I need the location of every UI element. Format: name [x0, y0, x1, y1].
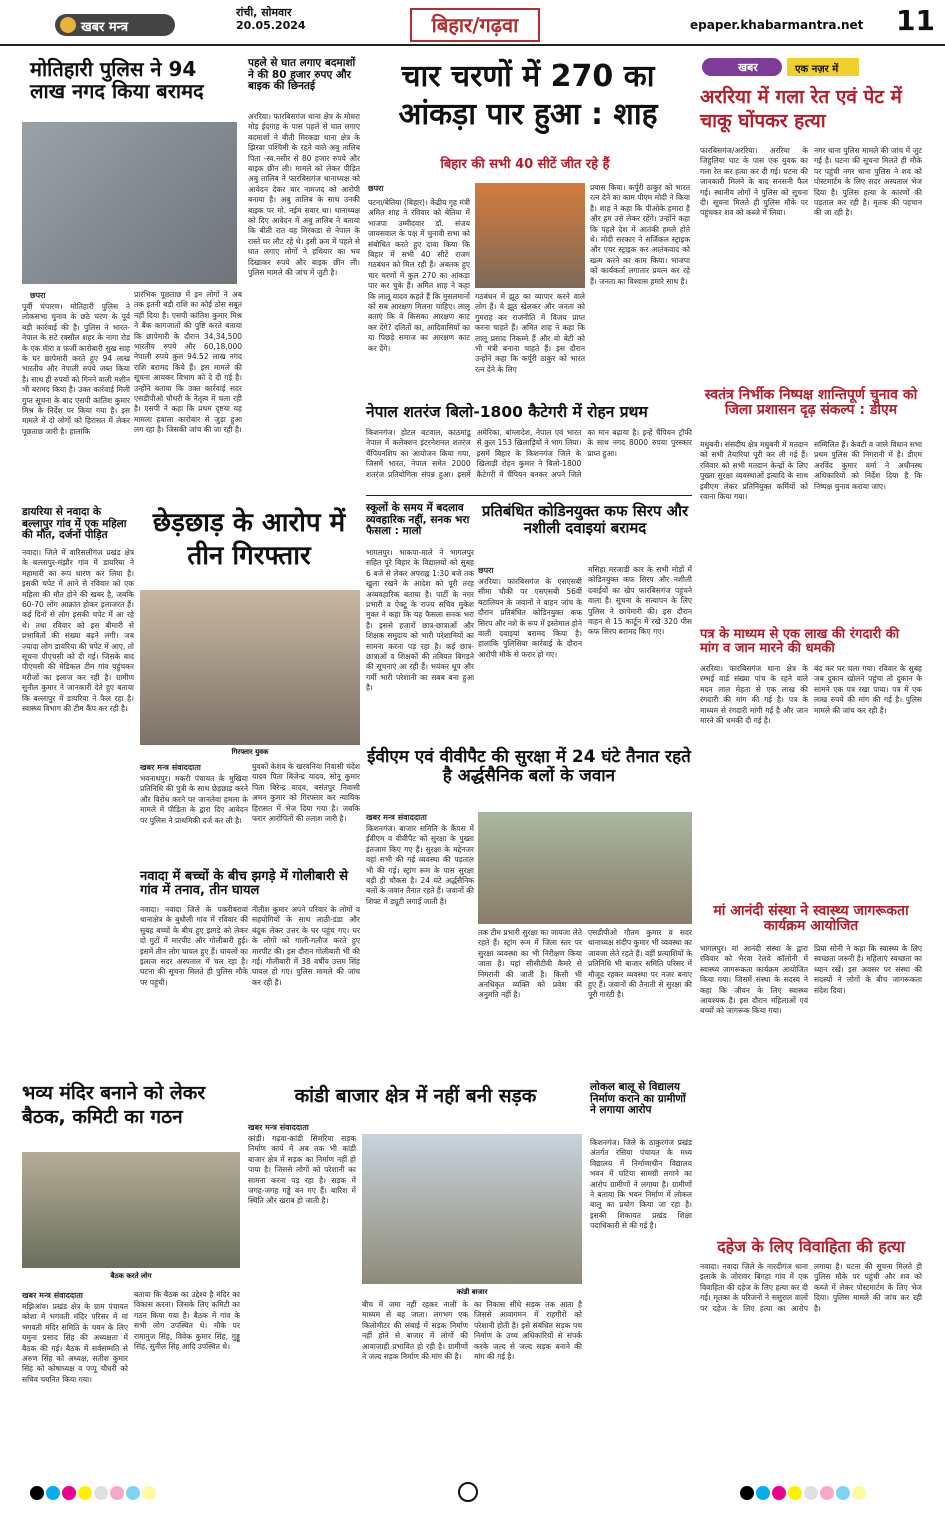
shah-photo [475, 183, 585, 288]
color-registration-left [30, 1485, 158, 1504]
election-col1: मधुबनी। संसदीय क्षेत्र मधुबनी में मतदान को सभी तैयारियां पूरी कर ली गई हैं। रविवार को सभी मतदान केन्द्रों के लिए पुख्ता सुरक्षा व्यवस्थाओं इत्यादि के साथ इवीएम लेकर प्रतिनियुक्त कर्मियों को रवाना किया गया। [700, 440, 808, 502]
road-col3: का निकास सीधे सड़क तक आता है जिससे आवागमन में राहगीरों को परेशानी होती है। इसे संबंधित सड़क पथ निर्माण के उच्च अधिकारियों से संपर्क करके जल्द से जल्द सड़क बनाने की मांग की गई है। [474, 1300, 582, 1362]
temple-col1: मझिआंव। प्रखंड क्षेत्र के ग्राम पंचायत कोशा में भगवती मंदिर परिसर में मां भगवती मंदिर समिति के चयन के लिए यमुना प्रसाद सिंह की अध्यक्षता में बैठक की गई। बैठक में सर्वसम्मति से अरुण सिंह को अध्यक्ष, सतीश कुमार सिंह को कोषाध्यक्ष व पप्पू चौधरी को सचिव चयनित किया गया। [22, 1302, 128, 1384]
divider [366, 495, 692, 496]
motihari-photo [22, 122, 237, 284]
chess-headline: नेपाल शतरंज बिलो-1800 कैटेगरी में रोहन प्रथम [366, 403, 648, 421]
nawada-fight-col1: नवादा। नवादा जिले के पकरीबरावां थानाक्षेत्र के बुधौली गांव में रविवार की सुबह बच्चों के बीच हुए झगड़े को लेकर दो गुटों में मारपीट और गोलीबारी हुई। इसमें तीन लोग घायल हुए हैं। घायलों का इलाज सदर अस्पताल में चल रहा है। घटना की सूचना मिलते ही पुलिस मौके पर पहुंची। [140, 905, 248, 987]
section-label: बिहार/गढ़वा [410, 8, 540, 42]
harassment-col1: भवनाथपुर। मकरी पंचायत के मुखिया प्रतिनिधि की पुत्री के साथ छेड़छाड़ करने और विरोध करने पर जानलेवा हमला के मामले में पीड़िता के द्वारा दिए आवेदन पर पुलिस ने प्राथमिकी दर्ज कर ली है। [140, 774, 248, 825]
brand-logo-icon [60, 17, 76, 33]
shah-headline: चार चरणों में 270 का आंकड़ा पार हुआ : शाह [398, 59, 658, 132]
city-day: रांची, सोमवार [236, 6, 292, 19]
temple-byline: खबर मन्त्र संवाददाता [22, 1291, 83, 1300]
cough-col1: अररिया। फारबिसगंज के एसएसबी सीमा चौकी पर एसएसबी 56वीं बटालियन के जवानों ने वाहन जांच के दौरान प्रतिबंधित कोडिनयुक्त कफ सिरप और नशे के रूप में इस्तेमाल होने वाली दवाइयां बरामद किया है। हालांकि पुलिसिया कार्रवाई के दौरान आरोपी मौके से फरार हो गए। [478, 577, 582, 659]
evm-col2: तक टीम प्रभारी सुरक्षा का जायजा लेते रहते हैं। स्ट्रांग रूम में जिला स्तर पर सुरक्षा व्यवस्था का भी निरीक्षण किया जाता है। यहां सीसीटीवी कैमरे से निगरानी की जाती है। किसी भी अनधिकृत व्यक्ति को प्रवेश की अनुमति नहीं है। [478, 928, 582, 1000]
nawada-death-body: नवादा। जिले में वारिसलीगंज प्रखंड क्षेत्र के बल्लापुर-मंझौर गांव में डायरिया ने महामारी का रूप धारण कर लिया है। इसकी चपेट में आने से रविवार को एक महिला की मौत होने की खबर है, जबकि 60-70 लोग आक्रांत होकर इलाजरत हैं। कई दिनों से लोग इसकी चपेट में आ रहे थे। तथा रविवार को इस बीमारी से प्रभावितों की संख्या बढ़ने लगी। जब ज्यादा लोग डायरिया की चपेट में आए, तो सूचना पीएचसी को दी गई। जिसके बाद पीएचसी की मेडिकल टीम गांव पहुंचकर मरीजों का इलाज कर रही है। ग्रामीण सुनील कुमार ने जानकारी देते हुए बताया कि बल्लापुर में डायरिया ने फैल रहा है। स्वास्थ्य विभाग की टीम कैंप कर रही है। [22, 548, 134, 714]
shah-col3: प्रयास किया। कर्पूरी ठाकुर को भारत रत्न देने का काम पीएम मोदी ने किया है। शाह ने कहा कि पीओके हमारा है और हम उसे लेकर रहेंगे। उन्होंने कहा कि पहले देश में आतंकी हमले होते थे। मोदी सरकार ने सर्जिकल स्ट्राइक और एयर स्ट्राइक कर आतंकवाद को खत्म करने का काम किया। भाजपा को कार्यकर्ता लगातार प्रयत्न कर रहे हैं। जनता का विश्वास हमारे साथ है। [590, 183, 690, 286]
motihari-col2: प्रारंभिक पूछताछ में इन लोगों ने अब तक इतनी बड़ी राशि का कोई ठोस सबूत नहीं दिया है। एसपी कांतिश कुमार मिश्र ने बैंक कागजातों की पुष्टि करते बताया कि छापेमारी के दौरान 34,34,500 भारतीय रुपये और 60,18,000 नेपाली रुपये कुल 94.52 लाख नगद राशि बरामद किये हैं। इस मामले की सूचना आयकर विभाग को दे दी गई है। उन्होंने बताया कि उक्त कार्रवाई सदर एसडीपीओ चौधरी के नेतृत्व में चला रही है। एसपी ने कहा कि प्रथम दृष्टया यह मामला हवाला कारोबार से जुड़ा हुआ लग रहा है। जिसकी जांच की जा रही है। [134, 290, 242, 435]
bike-body: अररिया। फारबिसगंज थाना क्षेत्र के मोधरा मोड़ ईदगाह के पास पहले से घात लगाए बदमाशों ने बीती मिरकडा थाना क्षेत्र के झिरवा पश्चिमी के रहने वाले अबु तालिब पिता -स्व.नसीर से 80 हजार रुपये और बाइक छीन ली। मामले को लेकर पीड़ित अबु तालिब ने फारबिसगंज थानाध्यक्ष को आवेदन देकर चार नामजद को आरोपी बनाया है। अबु तालिब के साथ उनकी बाइक पर मो. नईम सवार था। थानाध्यक्ष को दिए आवेदन में अबु तालिब ने बताया कि बीती रात वह मिरकडा से नेपाल के रास्ते घर लौट रहे थे। इसी क्रम में पहले से घात लगाए लोगों ने हथियार का भय दिखाकर रुपये और बाइक छीन ली। पुलिस मामले की जांच में जुटी है। [248, 112, 360, 278]
masthead [0, 0, 945, 46]
temple-caption: बैठक करते लोग [110, 1272, 152, 1280]
evm-photo [478, 812, 692, 924]
harassment-byline: खबर मन्त्र संवाददाता [140, 763, 201, 772]
election-col2: सम्मिलित हैं। केवटी व जाले विधान सभा प्रथम पुलिस की निगरानी में है। डीएम अरविंद कुमार वर्मा ने अधीनस्थ अधिकारियों को निर्देश दिया है कि निष्पक्ष चुनाव कराया जाए। [814, 440, 922, 491]
nawada-fight-headline: नवादा में बच्चों के बीच झगड़े में गोलीबारी से गांव में तनाव, तीन घायल [140, 869, 349, 899]
road-byline: खबर मन्त्र संवाददाता [248, 1123, 309, 1132]
school-road-headline: लोकल बालू से विद्यालय निर्माण कराने का ग्रामीणों ने लगाया आरोप [590, 1081, 686, 1117]
harassment-col2: युवकों केशव के खरवनिया निवासी चंदेश यादव पिता बिजेन्द्र यादव, सोनू कुमार पिता बिरेन्द्र यादव, बसंतपुर निवासी अमन कुमार को गिरफ्तार कर न्यायिक हिरासत में भेज दिया गया है। जबकि फरार आरोपितों की तलाश जारी है। [252, 762, 360, 824]
road-caption: कांडी बाजार [456, 1288, 488, 1296]
nawada-fight-col2: नीतीश कुमार अपने परिवार के लोगों व सहयोगियों के साथ लाठी-डंडा और बंदूक लेकर उत्तर के घर पहुंच गए। घर के लोगों को गाली-गलौज करते हुए मारपीट की। इस दौरान गोलीबारी भी की गई। गोलीबारी में 38 वर्षीय उत्तम सिंह घायल हो गए। पुलिस मामले की जांच कर रही है। [252, 905, 360, 987]
temple-photo [22, 1152, 240, 1268]
evm-byline: खबर मन्त्र संवाददाता [366, 813, 427, 822]
temple-headline: भव्य मंदिर बनाने को लेकर बैठक, कमिटी का गठन [22, 1082, 206, 1128]
araria-headline: अररिया में गला रेत एवं पेट में चाकू घोंपकर हत्या [700, 86, 902, 132]
strip-label: एक नज़र में [787, 58, 859, 76]
shah-tag: छपरा [368, 184, 384, 193]
shah-col2: गठबंधन में झूठ का व्यापार करने वाले लोग हैं। ये झूठ खेलकर और जनता को गुमराह कर राजनीति में विजय प्राप्त करना चाहते हैं। अमित शाह ने कहा कि लालू प्रसाद निकम्मे हैं और वो बेटी को भी मंत्री बनाना चाहते हैं। इस दौरान उन्होंने कहा कि कर्पूरी ठाकुर को भारत रत्न देने के लिए [475, 292, 585, 374]
extortion-headline: पत्र के माध्यम से एक लाख की रंगदारी की मांग व जान मारने की धमकी [700, 627, 900, 657]
brand-pill: खबर मन्त्र [55, 14, 175, 36]
school-headline: स्कूलों के समय में बदलाव व्यवहारिक नहीं, सनक भरा फैसला : मालो [366, 502, 470, 538]
page-number: 11 [896, 4, 935, 37]
shah-col1: पटना/बेतिया (बिहार)। केंद्रीय गृह मंत्री अमित शाह ने रविवार को बेतिया में भाजपा उम्मीदवार डॉ. संजय जायसवाल के पक्ष में चुनावी सभा को संबोधित करते हुए दावा किया कि बिहार में सभी 40 सीटें राजग गठबंधन को मिल रही हैं। अबतक हुए चार चरणों में कुल 270 का आंकड़ा पार कर चुके हैं। अमित शाह ने कहा कि लालू यादव कहते हैं कि मुसलमानों को सब आरक्षण मिलना चाहिए। लालू बताएं कि वे किसका आरक्षण काट कर देंगे? दलितों का, आदिवासियों का या पिछड़े समाज का आरक्षण काट कर देंगे। [368, 198, 470, 353]
health-col1: भागलपुर। मां आनंदी संस्था के द्वारा रविवार को भैरवा रेलवे कॉलोनी में स्वास्थ्य जागरूकता कार्यक्रम आयोजित किया गया। जिसमें संस्था के सदस्य ने कहा कि जीवन के लिए स्वास्थ्य आवश्यक है। इस दौरान महिलाओं एवं बच्चों को जागरूक किया गया। [700, 944, 808, 1016]
motihari-col1: पूर्वी चंपारण। मोतिहारी पुलिस ने लोकसभा चुनाव के छठे चरण के पूर्व बड़ी कार्रवाई की है। पुलिस ने भारत-नेपाल के सटे रक्सौल शहर के नागा रोड के एक मॅारा व फ़र्जी कारोबारी सुख साह के घर छापेमारी करते हुए 94 लाख भारतीय और नेपाली रुपये जब्त किया है। साथ ही रुपयों को गिनने वाली मशीन भी बरामद किया है। उक्त कार्रवाई मिली गुप्त सूचना के बाद एसपी कांतिश कुमार मिश्र के निर्देश पर किया गया है। इस मामले में दो लोगों को हिरासत में लेकर पूछताछ जारी है। हालांकि [22, 302, 130, 436]
registration-mark-icon [458, 1482, 478, 1502]
dateline [236, 6, 306, 32]
date: 20.05.2024 [236, 19, 306, 32]
extortion-col1: अररिया। फारबिसगंज थाना क्षेत्र के रम्भई वार्ड संख्या पांच के रहने वाले मदन लाल मेहता से एक लाख की रंगदारी की मांग की गई है। पत्र के माध्यम से रंगदारी मांगी गई है और जान मारने की धमकी दी गई है। [700, 664, 808, 726]
school-road-body: किशनगंज। जिले के ठाकुरगंज प्रखंड अंतर्गत रसिया पंचायत के मध्य विद्यालय में निर्माणाधीन विद्यालय भवन में घटिया सामग्री लगाने का आरोप ग्रामीणों ने लगाया है। ग्रामीणों ने बताया कि भवन निर्माण में लोकल बालू का प्रयोग किया जा रहा है। इसकी शिकायत प्रखंड शिक्षा पदाधिकारी से की गई है। [590, 1138, 692, 1231]
harassment-caption: गिरफ्तार युवक [231, 748, 269, 756]
site-link[interactable]: epaper.khabarmantra.net [690, 18, 864, 32]
cough-headline: प्रतिबंधित कोडिनयुक्त कफ सिरप और नशीली दवाइयां बरामद [481, 502, 689, 537]
bike-headline: पहले से घात लगाए बदमाशों ने की 80 हजार रुपए और बाइक की छिनतई [248, 57, 356, 93]
dowry-body: नवादा। नवादा जिले के नारदीगंज थाना इलाके के जोरावर बिगहा गांव में एक विवाहिता की दहेज के लिए हत्या कर दी गई। मृतका के परिजनों ने ससुराल वालों पर दहेज के लिए हत्या का आरोप लगाया है। घटना की सूचना मिलते ही पुलिस मौके पर पहुंची और शव को कब्जे में लेकर पोस्टमार्टम के लिए भेज दिया। पुलिस मामले की जांच कर रही है। [700, 1262, 922, 1313]
road-headline: कांडी बाजार क्षेत्र में नहीं बनी सड़क [294, 1085, 537, 1107]
cough-col2: मसिहा मरजाडी कार के सभी मोड़ों में कोडिनयुक्त कफ सिरप और नशीली दवाईयों का खेप फारबिसगंज पहुंचने वाला है। सूचना के सत्यापन के लिए पुलिस ने छापेमारी की। इस दौरान वाहन से 15 कार्टून में रखे 320 पीस कफ सिरप बरामद किए गए। [588, 565, 692, 637]
extortion-col2: बंद कर घर चला गया। रविवार के सुबह जब दुकान खोलने पहुंचा तो दुकान के सामने एक पत्र रखा पाया। पत्र में एक लाख रुपये की मांग की गई है। पुलिस मामले की जांच कर रही है। [814, 664, 922, 715]
road-photo [362, 1134, 582, 1284]
harassment-headline: छेड़छाड़ के आरोप में तीन गिरफ्तार [152, 508, 346, 571]
health-col2: प्रिया सोनी ने कहा कि स्वास्थ्य के लिए स्वच्छता जरूरी है। महिलाएं स्वच्छता का ध्यान रखें। इस अवसर पर संस्था की सदस्यों ने लोगों के बीच जागरूकता संदेश दिया। [814, 944, 922, 995]
nawada-death-headline: डायरिया से नवादा के बल्लापुर गांव में एक महिला की मौत, दर्जनों पीड़ित [22, 506, 127, 542]
araria-col1: फारबिसगंज/अररिया। अररिया के जिहुलिया घाट के पास एक युवक का गला रेत कर हत्या कर दी गई। घटना की जानकारी मिलने के बाद सनसनी फैल गई। स्थानीय लोगों ने पुलिस को सूचना दी। सूचना मिलते ही पुलिस मौके पर पहुंचकर शव को कब्जे में लिया। [700, 146, 808, 218]
evm-col1: किशनगंज। बाजार समिति के कैंपस में ईवीएम व वीवीपैट को सुरक्षा के पुख्ता इंतजाम किए गए हैं। सुरक्षा के मद्देनजर वहां सभी की गई व्यवस्था की पड़ताल भी की गई। स्ट्रांग रूम के पास सुरक्षा बड़ी ही चौकस है। 24 घंटे अर्द्धसैनिक बलों के जवान तैनात रहते हैं। जवानों की शिफ्ट में ड्यूटी लगाई जाती है। [366, 824, 474, 906]
harassment-photo [140, 590, 360, 745]
evm-headline: ईवीएम एवं वीवीपैट की सुरक्षा में 24 घंटे तैनात रहते है अर्द्धसैनिक बलों के जवान [367, 747, 691, 786]
dowry-headline: दहेज के लिए विवाहिता की हत्या [717, 1237, 905, 1256]
araria-col2: नगर थाना पुलिस मामले की जांच में जुट गई है। घटना की सूचना मिलते ही मौके पर पहुंची नगर थाना पुलिस ने शव को पोस्टमार्टम के लिए सदर अस्पताल भेज दिया है। पुलिस हत्या के कारणों की पड़ताल कर रही है। मृतक की पहचान की जा रही है। [814, 146, 922, 218]
motihari-tag: छपरा [30, 291, 46, 300]
shah-subhead: बिहार की सभी 40 सीटें जीत रहे हैं [440, 157, 610, 172]
health-headline: मां आनंदी संस्था ने स्वास्थ्य जागरूकता कार्यक्रम आयोजित [713, 903, 909, 935]
color-registration-right [740, 1485, 868, 1504]
cough-tag: छपरा [478, 566, 494, 575]
election-headline: स्वतंत्र निर्भीक निष्पक्ष शान्तिपूर्ण चुनाव को जिला प्रशासन दृढ़ संकल्प : डीएम [704, 387, 918, 419]
school-body: भागलपुर। भाकपा-माले ने भागलपुर सहित पूरे बिहार के विद्यालयों को सुबह 6 बजे से लेकर अपराह्न 1:30 बजे तक खुला रखने के आदेश को पूरी तरह अव्यवहारिक बताया है। पार्टी के नगर प्रभारी व ऐक्टू के राज्य सचिव मुकेश मुक्त ने कहा कि यह फैसला सनक भरा है। इससे हजारों छात्र-छात्राओं और शिक्षक समुदाय को भारी परेशानियों का सामना करना पड़ रहा है। कई छात्र-छात्राओं व शिक्षकों की तबियत बिगड़ने की सूचनाएं आ रही हैं। भयंकर धूप और गर्मी भारी परेशानी का सबब बना हुआ है। [366, 548, 474, 693]
strip-brand: खबर [702, 58, 782, 76]
road-col1: कांडी। गढ़वा-कांडी सिमरिया सड़क निर्माण कार्य में अब तक भी कांडी बाजार क्षेत्र में सड़क का निर्माण नहीं हो पाया है। जिससे लोगों को परेशानी का सामना करना पड़ रहा है। सड़क में जगह-जगह गड्ढे बन गए हैं। बारिश में स्थिति और खराब हो जाती है। [248, 1134, 356, 1206]
temple-col2: बताया कि बैठक का उद्देश्य है मंदिर का विकास करना। जिसके लिए कमिटी का गठन किया गया है। बैठक में गांव के सभी लोग उपस्थित थे। मौके पर रामानुज सिंह, विवेक कुमार सिंह, गुड्डू सिंह, सुनील सिंह आदि उपस्थित थे। [134, 1290, 240, 1352]
evm-col3: एसडीपीओ गौतम कुमार व सदर थानाध्यक्ष संदीप कुमार भी व्यवस्था का जायजा लेते रहते हैं। वहीं प्रत्याशियों के प्रतिनिधि भी बाजार समिति परिसर में मौजूद रहकर व्यवस्था पर नजर बनाए हुए हैं। जवानों की तैनाती से सुरक्षा की पूरी गारंटी है। [588, 928, 692, 1000]
road-col2: बीच में जमा नहीं रहकर नाली के माध्यम से बह जाता। लगभग एक किलोमीटर की लंबाई में सड़क निर्माण नहीं होने से बाजार में लोगों की आवाजाही प्रभावित हो रही है। ग्रामीणों ने जल्द सड़क निर्माण की मांग की है। [362, 1300, 468, 1362]
chess-body: किशनगंज। होटल बटवाल, काठमांडू नेपाल में कलेक्शन इंटरनेशनल शतरंज चैंपियनशिप का आयोजन किया गया, जिसमें भारत, नेपाल समेत 2000 शतरंज प्रतियोगिता संपन्न हुआ। इसमें अमेरिका, बांग्लादेश, नेपाल एवं भारत से कुल 153 खिलाड़ियों ने भाग लिया। इसमें बिहार के किशनगंज जिले के खिलाड़ी रोहन कुमार ने बिलो-1800 कैटेगरी में चैंपियन बनकर अपने जिले का मान बढ़ाया है। इन्हें चैंपियन ट्रॉफी के साथ नगद 8000 रुपया पुरस्कार प्राप्त हुआ। [366, 428, 692, 479]
motihari-headline: मोतिहारी पुलिस ने 94 लाख नगद किया बरामद [30, 57, 204, 103]
